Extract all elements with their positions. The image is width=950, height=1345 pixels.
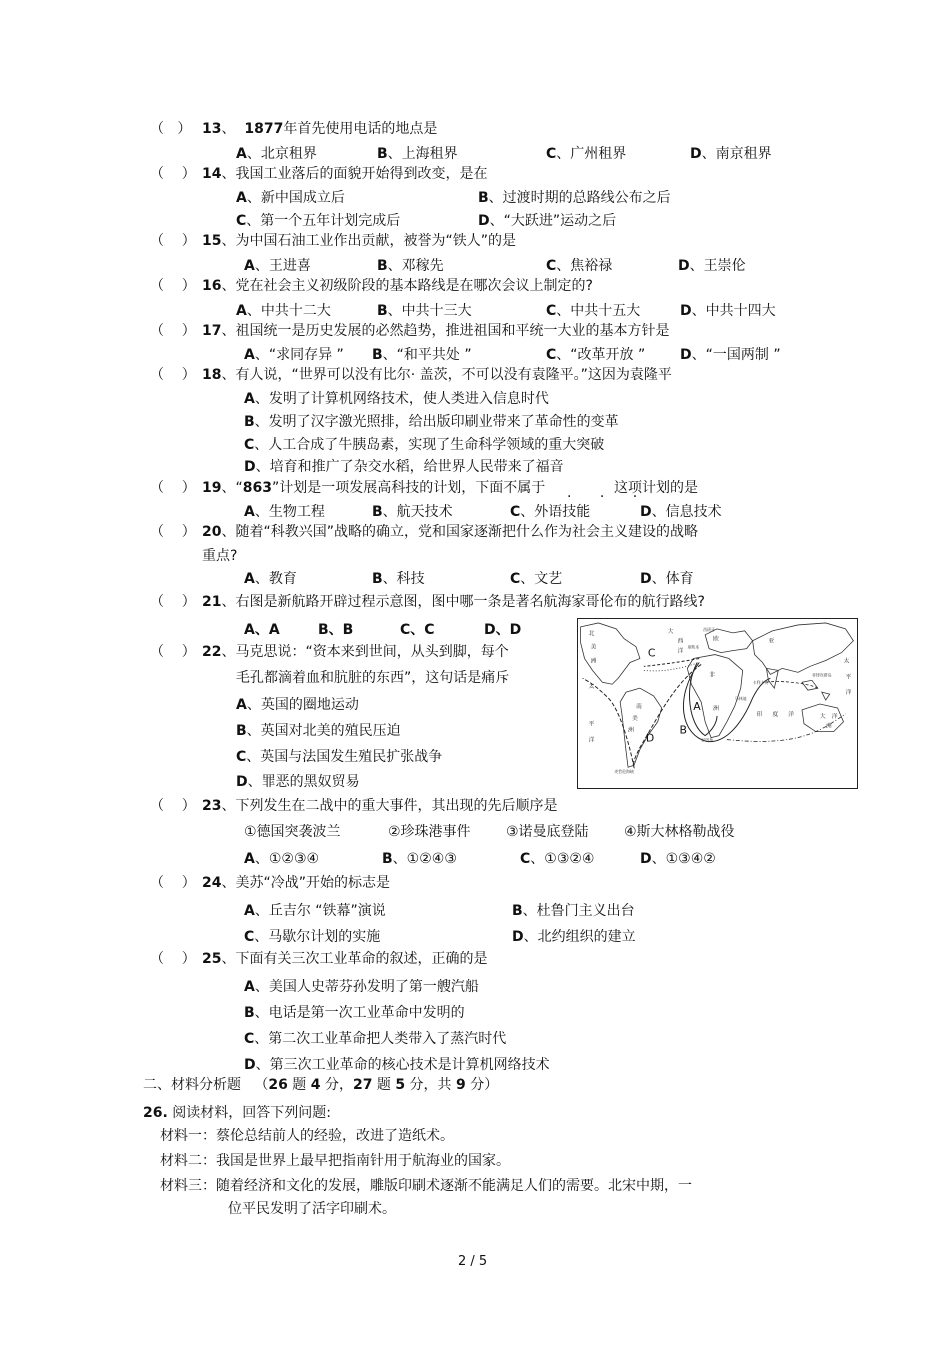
page-number: 2 / 5 xyxy=(458,1254,488,1269)
q22-option-b[interactable]: B、英国对北美的殖民压迫 xyxy=(236,723,401,739)
question-18-stem: 18、有人说，“世界可以没有比尔· 盖茨，不可以没有袁隆平。”这因为袁隆平 xyxy=(202,367,672,383)
q23-option-c[interactable]: C、①③②④ xyxy=(520,851,595,867)
svg-text:太: 太 xyxy=(588,684,595,691)
q15-option-c[interactable]: C、焦裕禄 xyxy=(546,258,613,274)
section-2-heading: 二、材料分析题 （26 题 4 分，27 题 5 分，共 9 分） xyxy=(143,1077,499,1093)
svg-text:亚: 亚 xyxy=(768,638,775,645)
q24-option-c[interactable]: C、马歇尔计划的实施 xyxy=(244,929,381,945)
q23-event-1: ①德国突袭波兰 xyxy=(244,824,341,840)
q22-option-a[interactable]: A、英国的圈地运动 xyxy=(236,697,359,713)
q14-option-d[interactable]: D、“大跃进”运动之后 xyxy=(478,213,617,229)
q24-option-a[interactable]: A、丘吉尔 “铁幕”演说 xyxy=(244,903,386,919)
q25-option-b[interactable]: B、电话是第一次工业革命中发明的 xyxy=(244,1005,465,1021)
question-13-stem: 13、 1877年首先使用电话的地点是 xyxy=(202,121,438,137)
question-25-stem: 25、下面有关三次工业革命的叙述，正确的是 xyxy=(202,951,488,967)
svg-text:欧: 欧 xyxy=(713,636,719,643)
answer-blank-22[interactable]: （ ） xyxy=(150,644,196,660)
q18-option-c[interactable]: C、人工合成了牛胰岛素，实现了生命科学领域的重大突破 xyxy=(244,437,605,453)
q25-option-c[interactable]: C、第二次工业革命把人类带入了蒸汽时代 xyxy=(244,1031,507,1047)
q23-event-4: ④斯大林格勒战役 xyxy=(624,824,735,840)
q24-option-d[interactable]: D、北约组织的建立 xyxy=(512,929,636,945)
svg-text:美: 美 xyxy=(632,715,638,722)
emphasis-dots: · · · xyxy=(567,489,650,505)
svg-text:洲: 洲 xyxy=(590,658,597,665)
answer-blank-20[interactable]: （ ） xyxy=(150,524,196,540)
svg-text:洋: 洋 xyxy=(677,648,684,655)
material-3: 材料三：随着经济和文化的发展，雕版印刷术逐渐不能满足人们的需要。北宋中期，一 xyxy=(160,1178,692,1194)
question-20-stem-cont: 重点? xyxy=(202,548,238,564)
svg-text:大: 大 xyxy=(667,628,674,635)
q23-option-d[interactable]: D、①③④② xyxy=(640,851,716,867)
answer-blank-13[interactable]: （ ） xyxy=(150,121,192,137)
q17-option-c[interactable]: C、“改革开放 ” xyxy=(546,347,646,363)
svg-text:西: 西 xyxy=(677,638,684,645)
q16-option-c[interactable]: C、中共十五大 xyxy=(546,303,641,319)
answer-blank-25[interactable]: （ ） xyxy=(150,951,196,967)
material-2: 材料二：我国是世界上最早把指南针用于航海业的国家。 xyxy=(160,1153,510,1169)
svg-text:美: 美 xyxy=(590,644,597,651)
q21-option-a[interactable]: A、A xyxy=(244,622,280,638)
q22-option-c[interactable]: C、英国与法国发生殖民扩张战争 xyxy=(236,749,443,765)
question-26-stem: 26. 阅读材料，回答下列问题: xyxy=(143,1105,331,1121)
svg-text:好望角: 好望角 xyxy=(701,737,714,743)
route-label-c: C xyxy=(647,646,656,660)
question-22-stem-cont: 毛孔都滴着血和肮脏的东西”，这句话是痛斥 xyxy=(236,670,510,686)
q19-option-d[interactable]: D、信息技术 xyxy=(640,504,722,520)
question-23-stem: 23、下列发生在二战中的重大事件，其出现的先后顺序是 xyxy=(202,798,558,814)
answer-blank-24[interactable]: （ ） xyxy=(150,875,196,891)
question-14-stem: 14、我国工业落后的面貌开始得到改变，是在 xyxy=(202,166,488,182)
map-figure xyxy=(578,619,857,788)
svg-text:卡利卡特: 卡利卡特 xyxy=(752,680,769,686)
svg-text:平: 平 xyxy=(845,674,852,681)
q25-option-a[interactable]: A、美国人史蒂芬孙发明了第一艘汽船 xyxy=(244,979,479,995)
svg-text:印: 印 xyxy=(756,711,763,718)
answer-blank-15[interactable]: （ ） xyxy=(150,233,196,249)
q18-option-d[interactable]: D、培育和推广了杂交水稻，给世界人民带来了福音 xyxy=(244,459,564,475)
q22-option-d[interactable]: D、罪恶的黑奴贸易 xyxy=(236,774,360,790)
svg-text:马林迪: 马林迪 xyxy=(734,696,747,702)
svg-text:西班牙: 西班牙 xyxy=(703,626,715,632)
question-19-stem-end: 这项计划的是 xyxy=(614,480,698,496)
question-20-stem: 20、随着“科教兴国”战略的确立，党和国家逐渐把什么作为社会主义建设的战略 xyxy=(202,524,698,540)
q13-option-a[interactable]: A、北京租界 xyxy=(236,146,317,162)
new-sea-routes-map xyxy=(577,618,858,789)
svg-text:洋: 洋 xyxy=(588,737,595,744)
material-3-cont: 位平民发明了活字印刷术。 xyxy=(228,1201,396,1217)
material-1: 材料一：蔡伦总结前人的经验，改进了造纸术。 xyxy=(160,1128,454,1144)
answer-blank-21[interactable]: （ ） xyxy=(150,594,196,610)
svg-text:太: 太 xyxy=(843,658,850,665)
q23-event-2: ②珍珠港事件 xyxy=(388,824,471,840)
question-17-stem: 17、祖国统一是历史发展的必然趋势，推进祖国和平统一大业的基本方针是 xyxy=(202,323,670,339)
q13-option-c[interactable]: C、广州租界 xyxy=(546,146,627,162)
svg-text:菲律宾群岛: 菲律宾群岛 xyxy=(811,672,832,678)
q20-option-d[interactable]: D、体育 xyxy=(640,571,694,587)
q14-option-a[interactable]: A、新中国成立后 xyxy=(236,190,345,206)
svg-text:度: 度 xyxy=(772,711,779,718)
question-24-stem: 24、美苏“冷战”开始的标志是 xyxy=(202,875,390,891)
svg-text:洲: 洲 xyxy=(713,705,719,712)
q23-option-a[interactable]: A、①②③④ xyxy=(244,851,320,867)
svg-text:洋: 洋 xyxy=(831,713,838,720)
svg-text:南: 南 xyxy=(635,703,642,710)
q20-option-c[interactable]: C、文艺 xyxy=(510,571,563,587)
question-22-stem: 22、马克思说：“资本来到世间，从头到脚，每个 xyxy=(202,644,509,660)
q21-option-b[interactable]: B、B xyxy=(318,622,354,638)
route-label-d: D xyxy=(645,731,655,745)
q13-option-d[interactable]: D、南京租界 xyxy=(690,146,772,162)
answer-blank-17[interactable]: （ ） xyxy=(150,323,196,339)
answer-blank-23[interactable]: （ ） xyxy=(150,798,196,814)
svg-text:洲: 洲 xyxy=(628,727,634,734)
q17-option-d[interactable]: D、“一国两制 ” xyxy=(680,347,781,363)
q21-option-c[interactable]: C、C xyxy=(400,622,435,638)
question-16-stem: 16、党在社会主义初级阶段的基本路线是在哪次会议上制定的? xyxy=(202,278,593,294)
svg-text:洋: 洋 xyxy=(788,711,795,718)
q15-option-b[interactable]: B、邓稼先 xyxy=(377,258,444,274)
q13-option-b[interactable]: B、上海租界 xyxy=(377,146,458,162)
q19-option-a[interactable]: A、生物工程 xyxy=(244,504,325,520)
q21-option-d[interactable]: D、D xyxy=(484,622,522,638)
question-15-stem: 15、为中国石油工业作出贡献，被誉为“铁人”的是 xyxy=(202,233,516,249)
q17-option-a[interactable]: A、“求同存异 ” xyxy=(244,347,344,363)
q16-option-b[interactable]: B、中共十三大 xyxy=(377,303,472,319)
question-19-stem: 19、“863”计划是一项发展高科技的计划，下面不属于 xyxy=(202,480,546,496)
q14-option-c[interactable]: C、第一个五年计划完成后 xyxy=(236,213,401,229)
svg-text:非: 非 xyxy=(709,672,716,679)
q20-option-b[interactable]: B、科技 xyxy=(372,571,425,587)
q16-option-a[interactable]: A、中共十二大 xyxy=(236,303,331,319)
q19-option-c[interactable]: C、外语技能 xyxy=(510,504,591,520)
svg-text:北: 北 xyxy=(588,630,595,637)
route-label-b: B xyxy=(679,723,687,737)
answer-blank-19[interactable]: （ ） xyxy=(150,480,196,496)
q23-event-3: ③诺曼底登陆 xyxy=(506,824,589,840)
question-21-stem: 21、右图是新航路开辟过程示意图，图中哪一条是著名航海家哥伦布的航行路线? xyxy=(202,594,705,610)
q23-option-b[interactable]: B、①②④③ xyxy=(382,851,457,867)
q14-option-b[interactable]: B、过渡时期的总路线公布之后 xyxy=(478,190,671,206)
q20-option-a[interactable]: A、教育 xyxy=(244,571,297,587)
svg-text:麦哲伦海峡: 麦哲伦海峡 xyxy=(614,769,634,775)
svg-text:平: 平 xyxy=(588,721,595,728)
svg-text:大: 大 xyxy=(819,713,826,720)
q15-option-a[interactable]: A、王进喜 xyxy=(244,258,311,274)
svg-text:洲: 洲 xyxy=(825,723,832,730)
q18-option-a[interactable]: A、发明了计算机网络技术，使人类进入信息时代 xyxy=(244,391,549,407)
q16-option-d[interactable]: D、中共十四大 xyxy=(680,303,776,319)
q19-option-b[interactable]: B、航天技术 xyxy=(372,504,453,520)
answer-blank-14[interactable]: （ ） xyxy=(150,166,196,182)
svg-text:里斯本: 里斯本 xyxy=(687,644,700,650)
answer-blank-18[interactable]: （ ） xyxy=(150,367,196,383)
q17-option-b[interactable]: B、“和平共处 ” xyxy=(372,347,472,363)
svg-text:洋: 洋 xyxy=(845,690,852,697)
answer-blank-16[interactable]: （ ） xyxy=(150,278,196,294)
route-label-a: A xyxy=(693,699,701,713)
q18-option-b[interactable]: B、发明了汉字激光照排，给出版印刷业带来了革命性的变革 xyxy=(244,414,619,430)
q15-option-d[interactable]: D、王崇伦 xyxy=(678,258,746,274)
q24-option-b[interactable]: B、杜鲁门主义出台 xyxy=(512,903,635,919)
q25-option-d[interactable]: D、第三次工业革命的核心技术是计算机网络技术 xyxy=(244,1057,550,1073)
